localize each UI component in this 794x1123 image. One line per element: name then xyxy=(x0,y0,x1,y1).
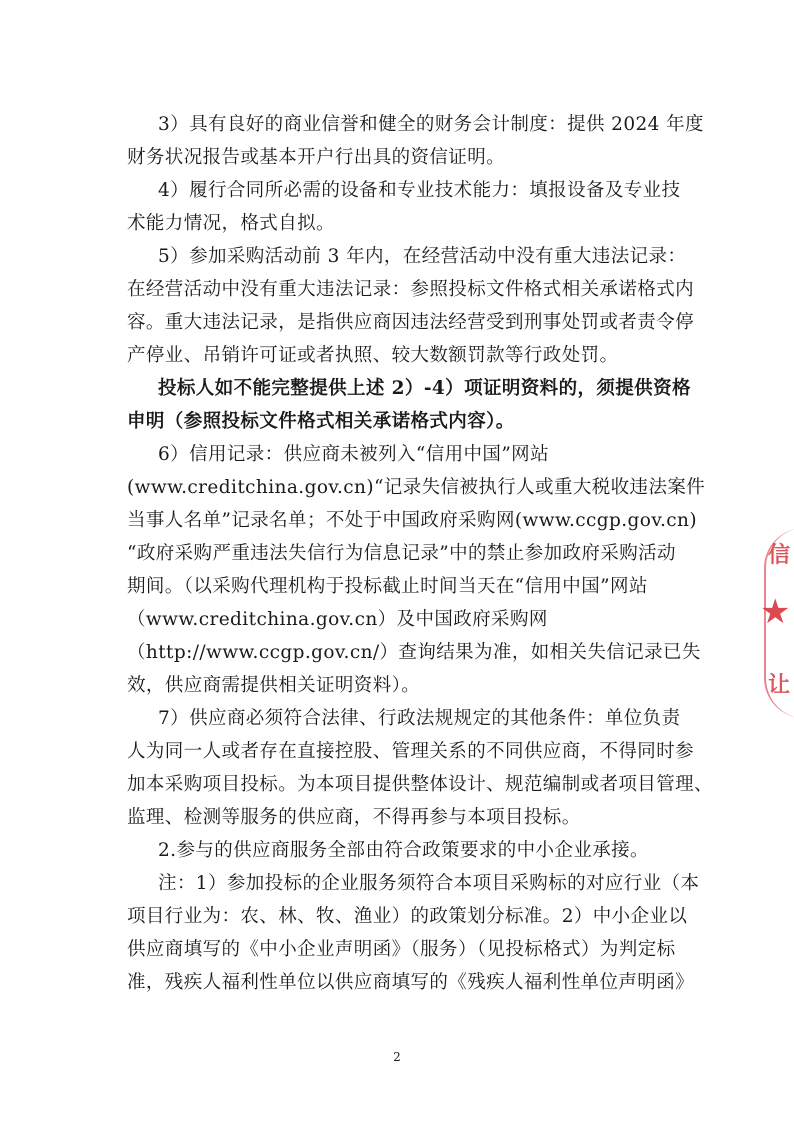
seal-star-icon: ★ xyxy=(760,592,791,632)
text-line: 当事人名单”记录名单；不处于中国政府采购网(www.ccgp.gov.cn) xyxy=(127,510,697,531)
text-line: 4）履行合同所必需的设备和专业技术能力：填报设备及专业技 xyxy=(158,180,681,201)
text-line: “政府采购严重违法失信行为信息记录”中的禁止参加政府采购活动 xyxy=(127,543,676,564)
page-number: 2 xyxy=(393,1050,401,1064)
text-line: 财务状况报告或基本开户行出具的资信证明。 xyxy=(127,147,506,168)
text-line: 6）信用记录：供应商未被列入“信用中国”网站 xyxy=(158,444,549,465)
seal-stamp-fragment xyxy=(758,528,794,718)
text-line: 项目行业为：农、林、牧、渔业）的政策划分标准。2）中小企业以 xyxy=(127,906,688,927)
text-line: 术能力情况，格式自拟。 xyxy=(127,213,335,234)
text-line: 容。重大违法记录，是指供应商因违法经营受到刑事处罚或者责令停 xyxy=(127,312,695,333)
text-line: 3）具有良好的商业信誉和健全的财务会计制度：提供 2024 年度 xyxy=(158,114,704,135)
bold-text-line: 申明（参照投标文件格式相关承诺格式内容）。 xyxy=(127,411,515,432)
text-line: (www.creditchina.gov.cn)“记录失信被执行人或重大税收违法案件 xyxy=(127,477,706,498)
text-line: 准，残疾人福利性单位以供应商填写的《残疾人福利性单位声明函》 xyxy=(127,972,695,993)
seal-char-top: 信 xyxy=(768,542,791,568)
text-line: 注：1）参加投标的企业服务须符合本项目采购标的对应行业（本 xyxy=(158,873,700,894)
text-line: 效，供应商需提供相关证明资料）。 xyxy=(127,675,421,696)
text-line: 2.参与的供应商服务全部由符合政策要求的中小企业承接。 xyxy=(158,840,649,861)
text-line: 加本采购项目投标。为本项目提供整体设计、规范编制或者项目管理、 xyxy=(127,774,713,795)
text-line: 监理、检测等服务的供应商，不得再参与本项目投标。 xyxy=(127,807,581,828)
text-line: （www.creditchina.gov.cn）及中国政府采购网 xyxy=(127,609,548,630)
seal-char-bottom: 让 xyxy=(768,672,791,698)
text-line: 7）供应商必须符合法律、行政法规规定的其他条件：单位负责 xyxy=(158,708,681,729)
text-line: （http://www.ccgp.gov.cn/）查询结果为准，如相关失信记录已失 xyxy=(127,642,701,663)
text-line: 5）参加采购活动前 3 年内，在经营活动中没有重大违法记录： xyxy=(158,246,687,267)
text-line: 期间。（以采购代理机构于投标截止时间当天在“信用中国”网站 xyxy=(127,576,648,597)
text-line: 产停业、吊销许可证或者执照、较大数额罚款等行政处罚。 xyxy=(127,345,619,366)
text-line: 供应商填写的《中小企业声明函》（服务）（见投标格式）为判定标 xyxy=(127,939,676,960)
bold-text-line: 投标人如不能完整提供上述 2）-4）项证明资料的，须提供资格 xyxy=(158,378,691,399)
text-line: 人为同一人或者存在直接控股、管理关系的不同供应商，不得同时参 xyxy=(127,741,695,762)
text-line: 在经营活动中没有重大违法记录：参照投标文件格式相关承诺格式内 xyxy=(127,279,695,300)
